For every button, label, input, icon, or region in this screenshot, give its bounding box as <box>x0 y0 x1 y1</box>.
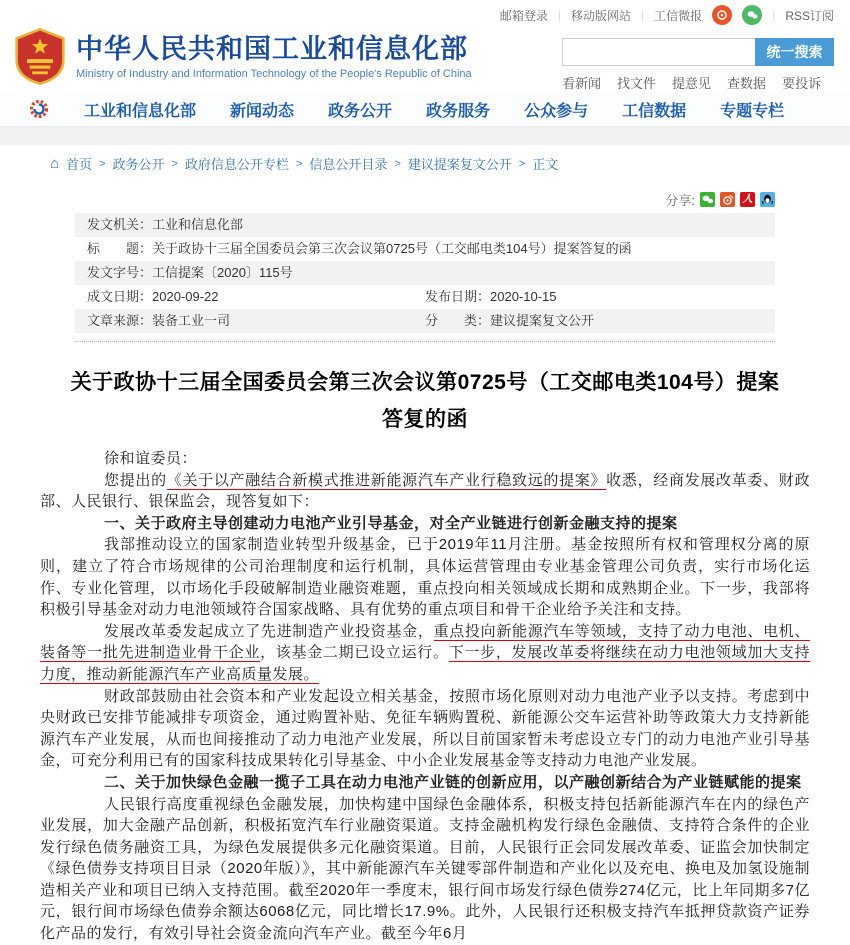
divider-band <box>0 127 850 145</box>
text-segment: 您提出的 <box>104 471 167 489</box>
document-meta-table <box>75 213 775 333</box>
divider: | <box>772 8 776 22</box>
text-segment: 发展改革委发起成立了先进制造产业投资基金， <box>104 622 434 640</box>
meta-row-dates <box>75 285 775 309</box>
text-segment: ，该基金二期已设立运行。 <box>260 644 449 662</box>
meta-label: 分 类： <box>425 313 491 328</box>
meta-label: 标 题： <box>87 241 153 256</box>
meta-row-doc-number <box>75 261 775 285</box>
red-underlined-text: 重点投向新能源汽车等领域，支持了动力电池、电机、装备等一批先进制造业骨干企业 <box>40 622 810 662</box>
text-segment: 我部推动设立的国家制造业转型升级基金，已于2019年11月注册。基金按照所有权和管理权分离的原则，建立了符合市场规律的公司治理制度和运行机制，具体运营管理由专业基金管理公司负责，实行市场化运作、专业化管理，以市场化手段破解制造业融资难题，重点投向相关领域成长期和成熟期企业。下一步，我部将积极引导基金对动力电池领域符合国家战略、具有优势的重点项目和骨干企业给予关注和支持。 <box>40 536 810 619</box>
article-paragraph <box>40 470 810 513</box>
qq-share-icon[interactable] <box>760 192 775 207</box>
nav-item-data[interactable]: 工信数据 <box>622 102 687 120</box>
article-title: 关于政协十三届全国委员会第三次会议第0725号（工交邮电类104号）提案答复的函 <box>70 371 780 431</box>
home-icon[interactable]: ⌂ <box>50 155 60 172</box>
nav-item-miit[interactable]: 工业和信息化部 <box>84 102 197 120</box>
breadcrumb <box>0 145 850 179</box>
meta-value: 工信提案〔2020〕115号 <box>152 265 293 280</box>
quick-link-files[interactable]: 找文件 <box>617 76 657 91</box>
breadcrumb-item[interactable]: 信息公开目录 <box>309 157 388 172</box>
breadcrumb-item[interactable]: 政府信息公开专栏 <box>184 157 289 172</box>
meta-value: 装备工业一司 <box>152 313 231 328</box>
article-paragraph <box>40 621 810 686</box>
nav-item-gov-info[interactable]: 政务公开 <box>328 102 393 120</box>
top-utility-bar <box>0 0 850 30</box>
nav-item-participation[interactable]: 公众参与 <box>524 102 589 120</box>
chevron-icon: > <box>295 157 303 170</box>
divider: | <box>557 8 562 22</box>
miit-logo-icon <box>28 98 50 120</box>
site-subtitle: Ministry of Industry and Information Technology of the People's Republic of China <box>76 68 472 80</box>
text-segment: 财政部鼓励由社会资本和产业发起设立相关基金，按照市场化原则对动力电池产业予以支持。考虑到中央财政已安排节能减排专项资金，通过购置补贴、免征车辆购置税、新能源公交车运营补助等政策大力支持新能源汽车产业发展，从而也间接推动了动力电池产业发展，所以目前国家暂未考虑设立专门的动力电池产业引导基金，可充分利用已有的国家科技成果转化引导基金、中小企业发展基金等支持动力电池产业发展。 <box>40 687 810 770</box>
meta-value: 2020-10-15 <box>490 289 557 304</box>
meta-value: 工业和信息化部 <box>152 217 244 232</box>
meta-value: 2020-09-22 <box>152 289 219 304</box>
quick-link-news[interactable]: 看新闻 <box>562 76 602 91</box>
text-segment: 人民银行高度重视绿色金融发展，加快构建中国绿色金融体系，积极支持包括新能源汽车在内的绿色产业发展，加大金融产品创新，积极拓宽汽车行业融资渠道。支持金融机构发行绿色金融债、支持符合条件的企业发行绿色债务融资工具，为绿色发展提供多元化融资渠道。目前，人民银行正会同发展改革委、证监会加快制定《绿色债券支持项目目录（2020年版）》，其中新能源汽车关键零部件制造和产业化以及充电、换电及加氢设施制造相关产业和项目已纳入支持范围。截至2020年一季度末，银行间市场发行绿色债券274亿元，比上年同期多7亿元，银行间市场绿色债券余额达6068亿元，同比增长17.9%。此外，人民银行还积极支持汽车抵押贷款资产证券化产品的发行，有效引导社会资金流向汽车产业。截至今年6月 <box>40 795 810 943</box>
meta-label: 发文字号： <box>87 265 153 280</box>
renren-share-icon[interactable]: 人 <box>740 192 755 207</box>
divider: | <box>641 8 645 22</box>
article-section-heading <box>40 513 810 535</box>
meta-label: 发文机关： <box>87 217 153 232</box>
article-section-heading <box>40 772 810 794</box>
weibo-share-icon[interactable] <box>720 192 735 207</box>
meta-label: 文章来源： <box>87 313 153 328</box>
brand-block <box>76 30 472 80</box>
article-paragraph <box>40 534 810 620</box>
red-underlined-text: 《关于以产融结合新模式推进新能源汽车产业行稳致远的提案》 <box>166 471 607 489</box>
site-title: 中华人民共和国工业和信息化部 <box>76 34 468 64</box>
text-segment: 二、关于加快绿色金融一揽子工具在动力电池产业链的创新应用，以产融创新结合为产业链赋能的提案 <box>104 773 802 791</box>
national-emblem-icon <box>14 28 66 85</box>
meta-row-source-category <box>75 309 775 333</box>
breadcrumb-current: 正文 <box>532 157 559 172</box>
nav-item-topics[interactable]: 专题专栏 <box>720 102 785 120</box>
meta-row-title <box>75 237 775 261</box>
text-segment: 收悉，经商发展改革委、财政部、人民银行、银保监会，现答复如下： <box>40 471 810 511</box>
article-paragraph <box>40 794 810 945</box>
meta-value: 关于政协十三届全国委员会第三次会议第0725号（工交邮电类104号）提案答复的函 <box>152 241 632 256</box>
breadcrumb-item[interactable]: 政务公开 <box>112 157 165 172</box>
mail-login-link[interactable]: 邮箱登录 <box>499 8 548 23</box>
site-header <box>0 30 850 92</box>
chevron-icon: > <box>518 157 526 170</box>
nav-item-news[interactable]: 新闻动态 <box>230 102 295 120</box>
breadcrumb-item[interactable]: 建议提案复文公开 <box>407 157 512 172</box>
miit-weixin-link[interactable]: 工信微报 <box>654 8 703 23</box>
share-label: 分享: <box>665 192 695 208</box>
nav-item-services[interactable]: 政务服务 <box>426 102 491 120</box>
quick-links <box>562 73 834 92</box>
article-paragraph <box>40 686 810 772</box>
quick-link-complaint[interactable]: 要投诉 <box>782 76 822 91</box>
meta-label: 发布日期： <box>425 289 491 304</box>
chevron-icon: > <box>99 157 106 170</box>
weibo-icon[interactable] <box>712 5 732 25</box>
meta-value: 建议提案复文公开 <box>490 313 595 328</box>
meta-row-issuing-agency <box>75 213 775 237</box>
breadcrumb-home[interactable]: 首页 <box>66 157 93 172</box>
meta-label: 成文日期： <box>87 289 153 304</box>
search-input[interactable] <box>562 38 755 66</box>
wechat-icon[interactable] <box>742 5 762 25</box>
dotted-divider <box>75 341 775 342</box>
quick-link-suggest[interactable]: 提意见 <box>672 76 712 91</box>
wechat-share-icon[interactable] <box>700 192 715 207</box>
main-nav <box>0 92 850 127</box>
text-segment: 一、关于政府主导创建动力电池产业引导基金，对全产业链进行创新金融支持的提案 <box>104 514 678 532</box>
red-underlined-text: 下一步，发展改革委将继续在动力电池领域加大支持力度，推动新能源汽车产业高质量发展。 <box>40 644 810 683</box>
rss-link[interactable]: RSS订阅 <box>785 8 834 23</box>
chevron-icon: > <box>394 157 401 170</box>
quick-link-data[interactable]: 查数据 <box>727 76 767 91</box>
text-segment: 徐和谊委员： <box>104 450 198 467</box>
chevron-icon: > <box>171 157 178 170</box>
share-row <box>0 191 850 207</box>
mobile-site-link[interactable]: 移动版网站 <box>571 8 632 23</box>
article-body <box>40 448 810 945</box>
article-paragraph <box>40 448 810 470</box>
search-button[interactable]: 统一搜索 <box>755 38 834 66</box>
